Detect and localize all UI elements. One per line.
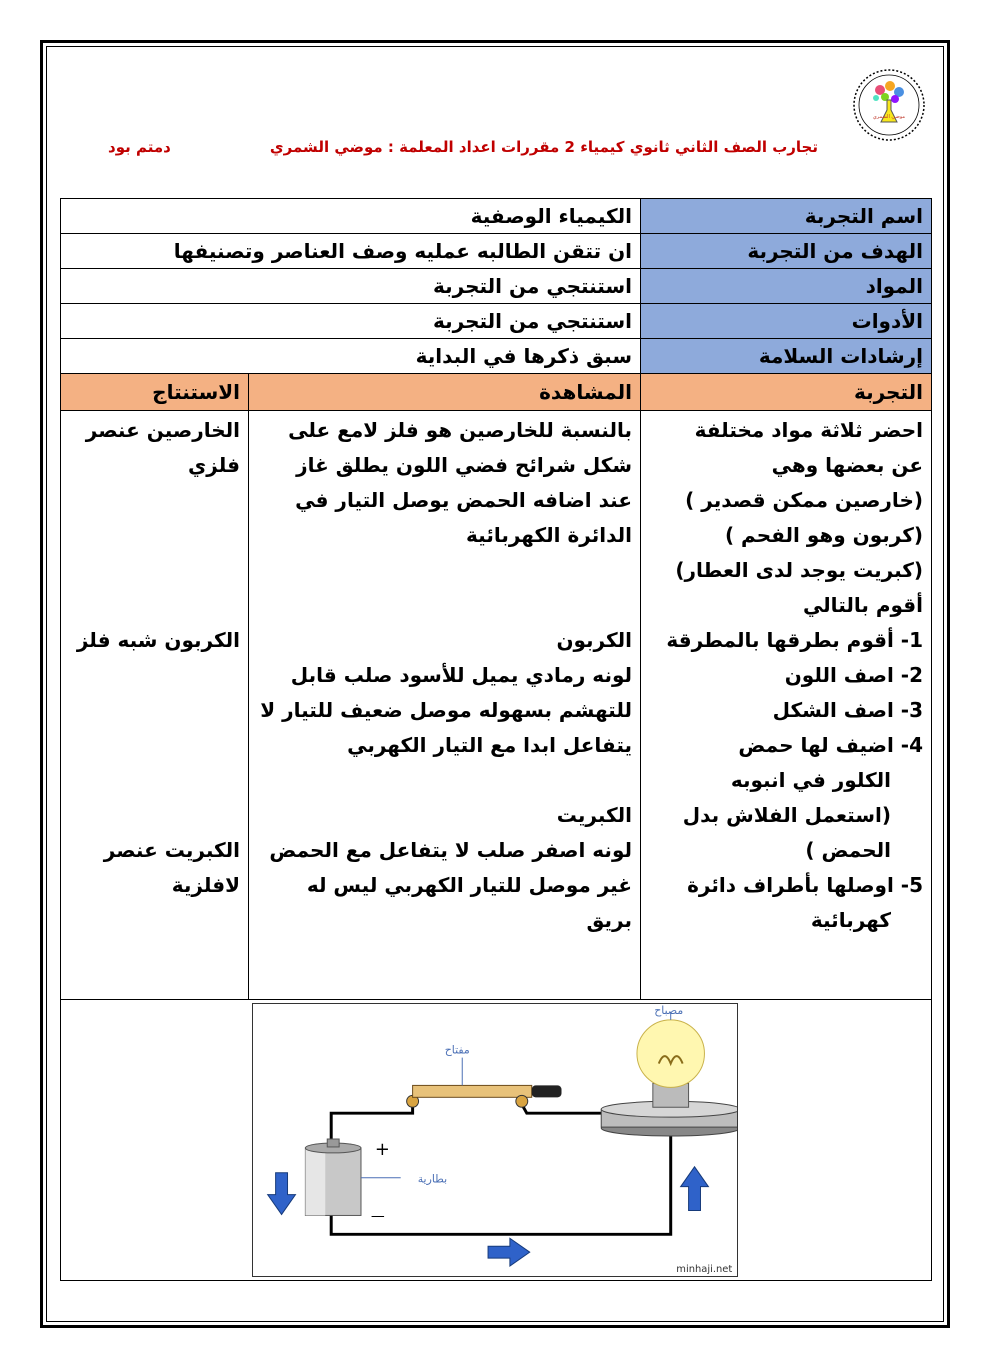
observations [248, 409, 640, 999]
header-title: تجارب الصف الثاني ثانوي كيمياء 2 مقررات اعداد المعلمة : موضي الشمري [269, 138, 818, 156]
info-row-value: الكيمياء الوصفية [61, 199, 641, 234]
experiment-step-line: عن بعضها وهي [771, 453, 923, 477]
battery-label: بطارية [417, 1172, 448, 1186]
observation-line: شكل شرائح فضي اللون يطلق غاز [296, 453, 632, 477]
conclusion-line [69, 553, 240, 588]
current-arrow-right-icon [488, 1238, 530, 1266]
header-signoff: دمتم بود [108, 138, 171, 156]
columns-header-row [61, 374, 932, 411]
results-grid [60, 409, 932, 1000]
experiment-step-line: احضر ثلاثة مواد مختلفة [694, 418, 923, 442]
teacher-logo [852, 68, 926, 142]
observation-line [257, 763, 632, 798]
experiment-step-line: الكلور في انبوبه [730, 768, 891, 792]
conclusion-line [69, 728, 240, 763]
observation-line: لونه رمادي يميل للأسود صلب قابل [290, 663, 632, 687]
column-header-conclusion: الاستنتاج [61, 374, 249, 411]
conclusion-line: فلزي [187, 453, 240, 477]
observation-line: غير موصل للتيار الكهربي ليس له [306, 873, 632, 897]
conclusion-line [69, 588, 240, 623]
conclusion-line [69, 658, 240, 693]
observation-line: بريق [586, 908, 632, 932]
info-row-value: سبق ذكرها في البداية [61, 339, 641, 374]
observation-line [257, 553, 632, 588]
lamp-icon [601, 1012, 738, 1136]
electric-circuit-diagram [252, 1003, 738, 1277]
conclusion-line: الكربون شبه فلز [76, 628, 240, 652]
info-row [61, 339, 932, 374]
info-row-value: استنتجي من التجربة [61, 304, 641, 339]
observation-line [257, 588, 632, 623]
battery-plus: + [374, 1138, 390, 1160]
conclusion-line [69, 763, 240, 798]
observation-line: الكربون [556, 628, 632, 652]
info-row-value: ان تتقن الطالبه عمليه وصف العناصر وتصنيفها [61, 234, 641, 269]
column-header-observation: المشاهدة [249, 374, 641, 411]
experiment-step-line: (كربون وهو الفحم ) [724, 523, 923, 547]
experiment-step-line: 5- اوصلها بأطراف دائرة [687, 873, 923, 897]
info-row [61, 234, 932, 269]
experiment-step-line: كهربائية [810, 908, 891, 932]
info-row [61, 304, 932, 339]
observation-line: الدائرة الكهربائية [466, 523, 632, 547]
info-row-label: الأدوات [641, 304, 932, 339]
observation-line: عند اضافه الحمض يوصل التيار في [295, 488, 632, 512]
info-row-label: المواد [641, 269, 932, 304]
experiment-step-line: 2- اصف اللون [784, 663, 923, 687]
experiment-step-line: 1- أقوم بطرقها بالمطرقة [666, 628, 923, 652]
experiment-step-line: 4- اضيف لها حمض [738, 733, 923, 757]
conclusion-line [69, 483, 240, 518]
conclusion-line: لافلزية [171, 873, 240, 897]
experiment-step-line: (استعمل الفلاش بدل [682, 803, 891, 827]
experiment-step-line: 3- اصف الشكل [772, 698, 923, 722]
conclusion-line [69, 518, 240, 553]
info-row-label: اسم التجربة [641, 199, 932, 234]
observation-line: بالنسبة للخارصين هو فلز لامع على [288, 418, 632, 442]
watermark: minhaji.net [676, 1264, 733, 1276]
experiment-step-line: (كبريت يوجد لدى العطار) [675, 558, 923, 582]
observation-line: الكبريت [556, 803, 632, 827]
info-row-value: استنتجي من التجربة [61, 269, 641, 304]
info-row-label: إرشادات السلامة [641, 339, 932, 374]
info-row [61, 199, 932, 234]
lamp-label: مصباح [654, 1003, 684, 1017]
observation-line: يتفاعل ابدا مع التيار الكهربي [347, 733, 632, 757]
info-row [61, 269, 932, 304]
current-arrow-up-icon [681, 1167, 709, 1211]
experiment-steps [640, 409, 931, 999]
observation-line: للتهشم بسهوله موصل ضعيف للتيار لا [260, 698, 632, 722]
current-arrow-down-icon [268, 1173, 296, 1215]
conclusion-line [69, 693, 240, 728]
conclusion-line [69, 798, 240, 833]
logo-text: موضي الشمري [872, 114, 906, 120]
switch-label: مفتاح [444, 1043, 470, 1057]
battery-minus: — [370, 1208, 385, 1225]
column-header-experiment: التجربة [641, 374, 932, 411]
experiment-info-table [60, 198, 932, 411]
conclusion-line: الخارصين عنصر [85, 418, 240, 442]
info-row-label: الهدف من التجربة [641, 234, 932, 269]
conclusions [61, 409, 248, 999]
switch [407, 1058, 562, 1108]
observation-line: لونه اصفر صلب لا يتفاعل مع الحمض [269, 838, 632, 862]
experiment-step-line: (خارصين ممكن قصدير ) [685, 488, 923, 512]
experiment-step-line: أقوم بالتالي [802, 593, 923, 617]
experiment-step-line: الحمض ) [805, 838, 891, 862]
conclusion-line: الكبريت عنصر [103, 838, 240, 862]
